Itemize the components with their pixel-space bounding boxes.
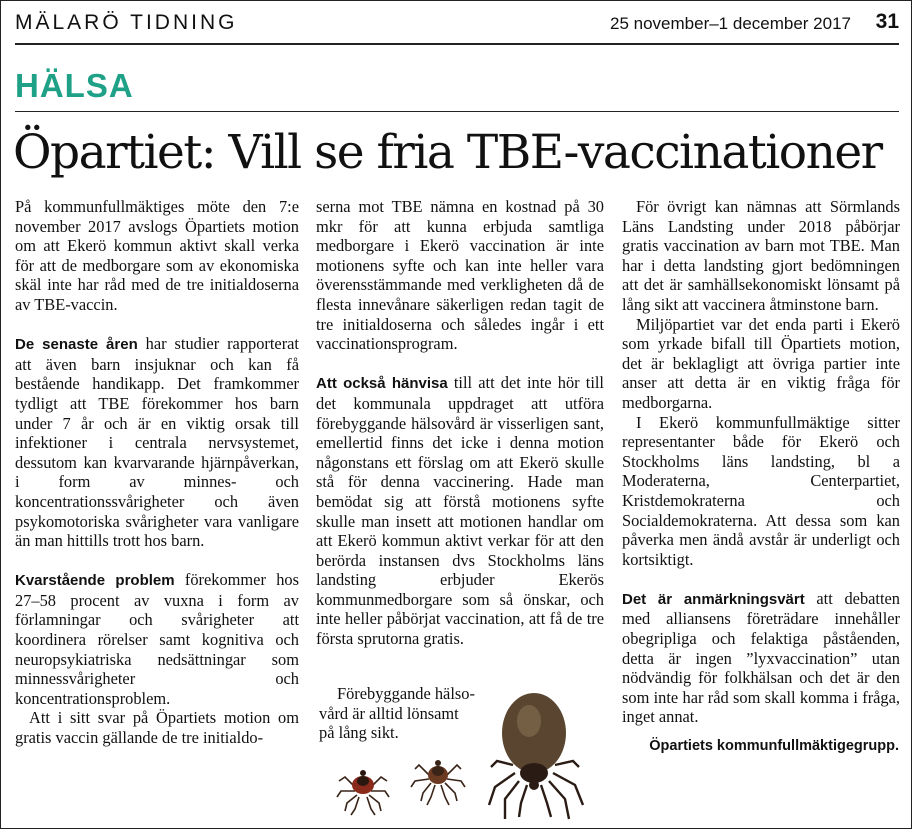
paragraph-text: till att det inte hör till det kommunala uppdraget att utföra förebyggande hälsovård är visserligen sant, emellertid finns det icke i denna motion någonstans ett förslag om att Ekerö skulle stå för denna vaccinering. Hade man bemödat sig att förstå motionens syfte skulle man insett att motionen handlar om att Ekerö kommun aktivt verkar för att den berörda instansen dvs Stockholms läns landsting erbjuder Ekerös kommunmedborgare som så önskar, och inte heller påbörjat vaccination, att få de tre första sprutorna gratis.: [316, 373, 604, 649]
section-rule: [15, 111, 899, 112]
paper-name: MÄLARÖ TIDNING: [15, 11, 238, 34]
paragraph: På kommunfullmäktiges möte den 7:e november 2017 avslogs Öpartiets motion om att Ekerö kommun aktivt skall verka för att de medborgare som av ekonomiska skäl inte har råd med de tre initialdoserna av TBE-vaccin.: [15, 197, 299, 314]
paragraph: Att i sitt svar på Öpartiets motion om gratis vaccin gällande de tre initialdo-: [15, 708, 299, 748]
header-rule: [15, 43, 899, 45]
paragraph: Miljöpartiet var det enda parti i Ekerö som yrkade bifall till Öpartiets motion, det är beklagligt att övriga partier inte anser att detta är en viktig fråga för medborgarna.: [622, 314, 900, 412]
paragraph: serna mot TBE nämna en kostnad på 30 mkr för att kunna erbjuda samtliga medborgare i Ekerö vaccination är inte motionens syfte och kan inte heller vara överensstämmande med verkligheten då de flesta innevånare säkerligen redan tagit de tre initialdoserna och således ingår i ett vaccinationsprogram.: [316, 197, 604, 354]
paragraph-lead-in: Att också hänvisa: [316, 375, 448, 393]
paragraph: För övrigt kan nämnas att Sörmlands Läns Landsting under 2018 påbörjar gratis vaccination av barn mot TBE. Man har i detta landsting gjort bedömningen att det är samhällsekonomiskt lönsamt på lång sikt att vaccinera åtminstone barn.: [622, 197, 900, 314]
caption-line: på lång sikt.: [319, 723, 399, 743]
paragraph-text: har studier rapporterat att även barn insjuknar och kan få bestående handikapp. Det framkommer tydligt att TBE förekommer hos barn under 7 år och är en viktig orsak till infektioner i centrala nervsystemet, dessutom kan kvarvarande hjärnpåverkan, i form av minnes- och koncentrationssvårigheter och även psykomotoriska svårigheter vara vanligare än man hittills trott hos barn.: [15, 334, 299, 551]
issue-date: 25 november–1 december 2017: [610, 14, 851, 33]
paragraph-text: förekommer hos 27–58 procent av vuxna i form av förlamningar och svårigheter att koordinera rörelser samt kognitiva och neuropsykiatriska nedsättningar som minnessvårigheter och koncentrationsproblem.: [15, 570, 299, 708]
tick-small-1: [337, 770, 389, 815]
caption-line: vård är alltid lönsamt: [319, 703, 459, 723]
paragraph-lead-in: Det är anmärkningsvärt: [622, 590, 805, 608]
tick-large: [489, 693, 583, 819]
paragraph-lead-in: Kvarstående problem: [15, 572, 175, 590]
paragraph: I Ekerö kommunfullmäktige sitter representanter både för Ekerö och Stockholms läns landsting, bl a Moderaterna, Centerpartiet, Kristdemokraterna och Socialdemokraterna. Att dessa som kan påverka men ändå avstår är underligt och kortsiktigt.: [622, 412, 900, 569]
paragraph: [15, 570, 299, 708]
page-number: 31: [875, 10, 899, 33]
paragraph: [316, 373, 604, 648]
paragraph: [15, 334, 299, 551]
paragraph: [622, 589, 900, 727]
article-headline: Öpartiet: Vill se fria TBE-vaccinationer: [13, 125, 882, 180]
article-signature: Öpartiets kommunfullmäktigegrupp.: [649, 738, 899, 754]
tick-small-2: [411, 760, 465, 805]
article-column-3: [622, 197, 900, 727]
article-column-2: [316, 197, 604, 649]
masthead: [15, 9, 899, 39]
section-label: HÄLSA: [15, 67, 134, 104]
paragraph-text: att debatten med alliansens företrädare innehåller obegripliga och felaktiga påståenden, detta är ingen ”lyxvaccination” utan nödvändig för folkhälsan och det är den som inte har råd som skall komma i fråga, inget annat.: [622, 588, 900, 727]
ticks-photo: [331, 669, 617, 827]
article-column-1: [15, 197, 299, 748]
paragraph-lead-in: De senaste åren: [15, 336, 138, 354]
caption-line: Förebyggande hälso-: [337, 684, 475, 703]
